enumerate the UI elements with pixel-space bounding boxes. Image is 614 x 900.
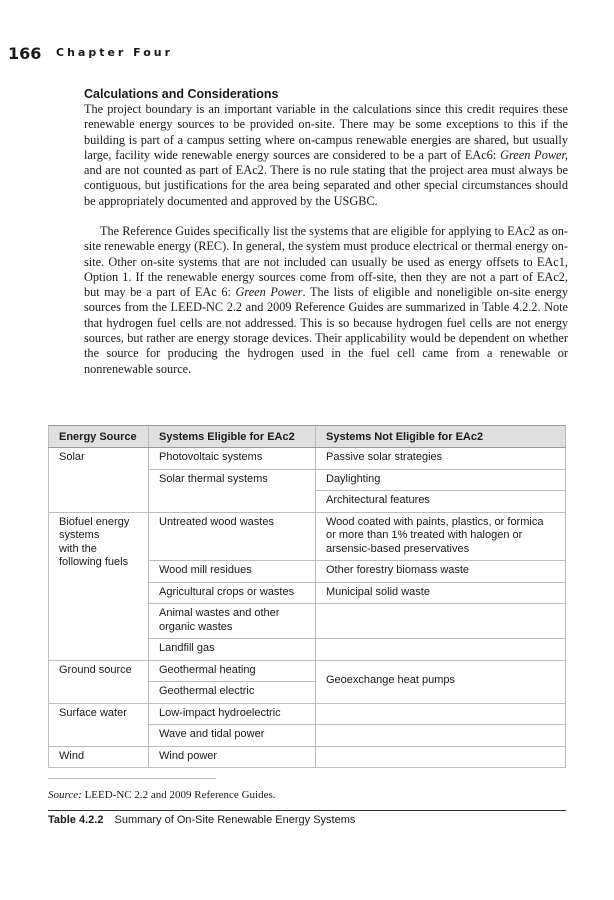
eligible-cell: Low-impact hydroelectric bbox=[149, 703, 316, 725]
header-eligible: Systems Eligible for EAc2 bbox=[149, 426, 316, 448]
paragraph-1-text: and are not counted as part of EAc2. There is no rule stating that the project area must always be contiguous, but justifications for the area being separated and other special circumstances should be appropriately documented and approved by the USGBC. bbox=[84, 163, 568, 208]
not-eligible-cell bbox=[316, 746, 566, 768]
not-eligible-cell bbox=[316, 725, 566, 747]
energy-source-cell: Surface water bbox=[49, 703, 149, 746]
not-eligible-cell: Other forestry biomass waste bbox=[316, 561, 566, 583]
not-eligible-cell: Architectural features bbox=[316, 491, 566, 513]
paragraph-1-italic-term: Green Power, bbox=[500, 147, 568, 162]
not-eligible-cell: Municipal solid waste bbox=[316, 582, 566, 604]
eligible-cell: Wave and tidal power bbox=[149, 725, 316, 747]
energy-source-cell: Solar bbox=[49, 448, 149, 513]
header-not-eligible: Systems Not Eligible for EAc2 bbox=[316, 426, 566, 448]
eligible-cell: Geothermal heating bbox=[149, 660, 316, 682]
paragraph-2-text: . The lists of eligible and noneligible on-site energy sources from the LEED-NC 2.2 and 2009 Reference Guides are summarized in Table 4.2.2. Note that hydrogen fuel cells are not addressed. This is so because hydrogen fuel cells are not energy sources, but rather are energy storage devices. Their applicability would be dependent on whether the source for producing the hydrogen used in the fuel cell came from a renewable or nonrenewable source. bbox=[84, 285, 568, 376]
energy-source-cell bbox=[49, 512, 149, 660]
not-eligible-cell bbox=[316, 639, 566, 661]
page-number: 166 bbox=[8, 44, 42, 63]
eligible-cell: Solar thermal systems bbox=[149, 469, 316, 512]
not-eligible-cell bbox=[316, 604, 566, 639]
table-row bbox=[49, 512, 566, 561]
eligible-cell: Wind power bbox=[149, 746, 316, 768]
energy-source-cell: Wind bbox=[49, 746, 149, 768]
paragraph-2 bbox=[84, 224, 568, 377]
section-title: Calculations and Considerations bbox=[84, 87, 279, 101]
eligible-cell: Animal wastes and other organic wastes bbox=[149, 604, 316, 639]
chapter-title: Chapter Four bbox=[56, 46, 174, 59]
energy-source-cell: Ground source bbox=[49, 660, 149, 703]
not-eligible-cell bbox=[316, 703, 566, 725]
energy-source-line: with the following fuels bbox=[59, 542, 129, 568]
header-energy-source: Energy Source bbox=[49, 426, 149, 448]
paragraph-1-text: The project boundary is an important variable in the calculations since this credit requires these renewable energy sources to be provided on-site. There may be some exceptions to this if the building is part of a campus setting where on-campus renewable energies are shared, but usually large, facility wide renewable energy sources are considered to be a part of EAc6: bbox=[84, 102, 568, 162]
not-eligible-cell: Geoexchange heat pumps bbox=[316, 660, 566, 703]
table-header-row bbox=[49, 426, 566, 448]
renewable-energy-table bbox=[48, 425, 566, 768]
caption-text: Summary of On-Site Renewable Energy Systems bbox=[114, 814, 356, 826]
caption-divider bbox=[48, 810, 566, 811]
source-label: Source: bbox=[48, 789, 82, 801]
table-source-note bbox=[48, 789, 275, 801]
not-eligible-cell: Daylighting bbox=[316, 469, 566, 491]
caption-label: Table 4.2.2 bbox=[48, 814, 104, 826]
paragraph-1 bbox=[84, 102, 568, 209]
table-row bbox=[49, 448, 566, 470]
table-row bbox=[49, 746, 566, 768]
table-row bbox=[49, 660, 566, 682]
table-caption bbox=[48, 814, 355, 826]
eligible-cell: Agricultural crops or wastes bbox=[149, 582, 316, 604]
eligible-cell: Geothermal electric bbox=[149, 682, 316, 704]
table-row bbox=[49, 703, 566, 725]
not-eligible-cell: Wood coated with paints, plastics, or formica or more than 1% treated with halogen or arsensic-based preservatives bbox=[316, 512, 566, 561]
eligible-cell: Landfill gas bbox=[149, 639, 316, 661]
source-text: LEED-NC 2.2 and 2009 Reference Guides. bbox=[81, 789, 276, 801]
eligible-cell: Photovoltaic systems bbox=[149, 448, 316, 470]
paragraph-2-text: The Reference Guides specifically list the systems that are eligible for applying to EAc2 as on-site renewable energy (REC). In general, the system must produce electrical or thermal energy on-site. Other on-site systems that are not included can usually be used as energy offsets to EAc1, Option 1. If the renewable energy sources come from off-site, then they are not a part of EAc2, but may be a part of EAc 6: bbox=[84, 224, 568, 300]
paragraph-2-italic-term: Green Power bbox=[235, 285, 303, 300]
eligible-cell: Untreated wood wastes bbox=[149, 512, 316, 561]
not-eligible-cell: Passive solar strategies bbox=[316, 448, 566, 470]
energy-source-line: Biofuel energy systems bbox=[59, 515, 130, 541]
eligible-cell: Wood mill residues bbox=[149, 561, 316, 583]
source-divider bbox=[48, 778, 216, 779]
